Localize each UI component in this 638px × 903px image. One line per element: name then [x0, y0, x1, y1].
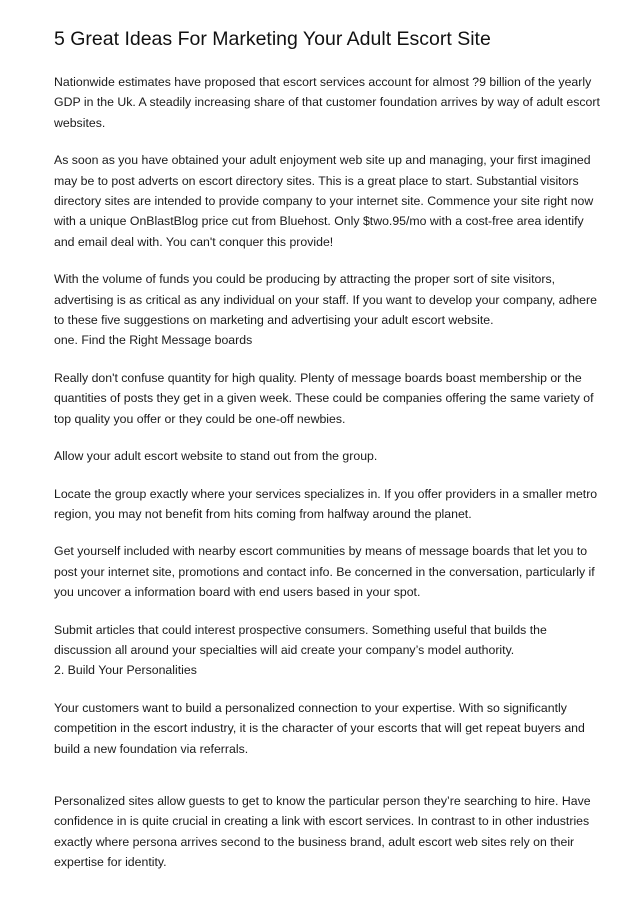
paragraph-intro: Nationwide estimates have proposed that escort services account for almost ?9 billion of the yearly GDP in the Uk. A steadily increasing share of that customer foundation arrives by way of adult escort websites.: [54, 75, 600, 130]
document-title: 5 Great Ideas For Marketing Your Adult Escort Site: [54, 28, 491, 50]
paragraph-locate-group: Locate the group exactly where your services specializes in. If you offer providers in a smaller metro region, you may not benefit from hits coming from halfway around the planet.: [54, 486, 598, 521]
paragraph-personalized-sites: Personalized sites allow guests to get to know the particular person they’re searching to hire. Have confidence in is quite crucial in creating a link with escort services. In contrast to in other industries exactly where persona arrives second to the business brand, adult escort web sites rely on their expertise for identity.: [54, 793, 591, 870]
section-heading-message-boards: one. Find the Right Message boards: [54, 333, 253, 348]
paragraph-submit-articles: Submit articles that could interest prospective consumers. Something useful that builds the discussion all around your specialties will aid create your company’s model authority.: [54, 622, 547, 657]
paragraph-personalized-connection: Your customers want to build a personalized connection to your expertise. With so significantly competition in the escort industry, it is the character of your escorts that will get repeat buyers and build a new foundation via referrals.: [54, 700, 585, 756]
paragraph-quality: Really don't confuse quantity for high quality. Plenty of message boards boast membership or the quantities of posts they get in a given week. These could be companies offering the same variety of top quality you offer or they could be one-off newbies.: [54, 370, 594, 426]
paragraph-volume-of-funds: With the volume of funds you could be producing by attracting the proper sort of site visitors, advertising is as critical as any individual on your staff. If you want to develop your company, adhere to these five suggestions on marketing and advertising your adult escort website.: [54, 272, 597, 328]
paragraph-stand-out: Allow your adult escort website to stand out from the group.: [54, 449, 378, 464]
document-page: [54, 26, 600, 873]
paragraph-nearby-communities: Get yourself included with nearby escort communities by means of message boards that let you to post your internet site, promotions and contact info. Be concerned in the conversation, particularly if you uncover a information board with end users based in your spot.: [54, 544, 595, 600]
paragraph-directory-sites: As soon as you have obtained your adult enjoyment web site up and managing, your first imagined may be to post adverts on escort directory sites. This is a great place to start. Substantial visitors directory sites are intended to provide company to your internet site. Commence your site right now with a unique OnBlastBlog price cut from Bluehost. Only $two.95/mo with a cost-free area identify and email deal with. You can't conquer this provide!: [54, 153, 594, 249]
section-heading-personalities: 2. Build Your Personalities: [54, 663, 197, 678]
